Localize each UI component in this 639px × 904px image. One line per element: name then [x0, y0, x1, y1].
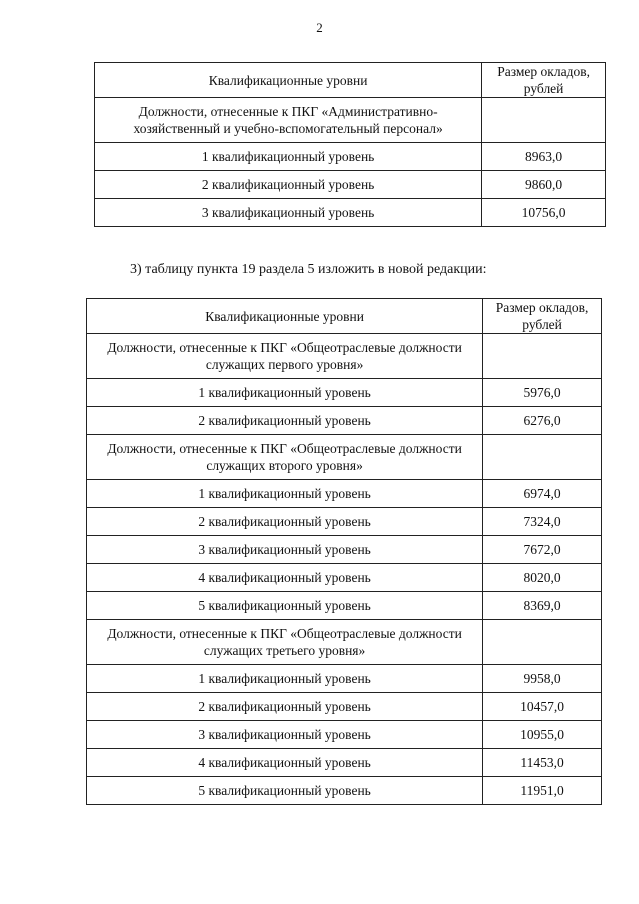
qualification-level: 1 квалификационный уровень — [87, 665, 483, 693]
amendment-paragraph: 3) таблицу пункта 19 раздела 5 изложить в новой редакции: — [130, 262, 487, 277]
header-qualification-levels: Квалификационные уровни — [87, 299, 483, 334]
table-row — [87, 407, 602, 435]
salary-amount: 8963,0 — [482, 143, 606, 171]
table-header-row — [87, 299, 602, 334]
table-header-row — [95, 63, 606, 98]
group-title: Должности, отнесенные к ПКГ «Общеотраслевые должности служащих второго уровня» — [87, 435, 483, 480]
salary-amount: 9860,0 — [482, 171, 606, 199]
qualification-level: 4 квалификационный уровень — [87, 564, 483, 592]
qualification-level: 3 квалификационный уровень — [95, 199, 482, 227]
group-salary-empty — [483, 334, 602, 379]
group-salary-empty — [483, 620, 602, 665]
header-salary-size: Размер окладов, рублей — [482, 63, 606, 98]
salary-amount: 11951,0 — [483, 777, 602, 805]
qualification-level: 1 квалификационный уровень — [95, 143, 482, 171]
salary-amount: 6276,0 — [483, 407, 602, 435]
page-number: 2 — [316, 20, 323, 35]
table-row — [87, 592, 602, 620]
table-row — [87, 777, 602, 805]
salary-amount: 7324,0 — [483, 508, 602, 536]
qualification-level: 5 квалификационный уровень — [87, 777, 483, 805]
table-row — [87, 379, 602, 407]
salary-amount: 10955,0 — [483, 721, 602, 749]
table-row — [87, 508, 602, 536]
table-body — [87, 334, 602, 805]
table-row — [95, 143, 606, 171]
salary-amount: 10457,0 — [483, 693, 602, 721]
qualification-level: 3 квалификационный уровень — [87, 721, 483, 749]
group-title: Должности, отнесенные к ПКГ «Административно-хозяйственный и учебно-вспомогательный персонал» — [95, 98, 482, 143]
qualification-level: 3 квалификационный уровень — [87, 536, 483, 564]
table-row — [87, 480, 602, 508]
table-row — [87, 749, 602, 777]
group-salary-empty — [482, 98, 606, 143]
table-body — [95, 98, 606, 227]
group-header-row — [87, 334, 602, 379]
table-row — [87, 721, 602, 749]
qualification-level: 5 квалификационный уровень — [87, 592, 483, 620]
group-header-row — [87, 620, 602, 665]
qualification-level: 4 квалификационный уровень — [87, 749, 483, 777]
table-row — [87, 665, 602, 693]
salary-amount: 5976,0 — [483, 379, 602, 407]
qualification-level: 2 квалификационный уровень — [87, 508, 483, 536]
qualification-level: 2 квалификационный уровень — [87, 693, 483, 721]
table-row — [87, 564, 602, 592]
qualification-level: 2 квалификационный уровень — [87, 407, 483, 435]
qualification-level: 1 квалификационный уровень — [87, 480, 483, 508]
salary-amount: 9958,0 — [483, 665, 602, 693]
group-salary-empty — [483, 435, 602, 480]
table-row — [87, 536, 602, 564]
group-title: Должности, отнесенные к ПКГ «Общеотраслевые должности служащих третьего уровня» — [87, 620, 483, 665]
table-row — [95, 171, 606, 199]
salary-amount: 11453,0 — [483, 749, 602, 777]
table-row — [95, 199, 606, 227]
salary-amount: 8020,0 — [483, 564, 602, 592]
salary-amount: 8369,0 — [483, 592, 602, 620]
qualification-level: 1 квалификационный уровень — [87, 379, 483, 407]
salary-amount: 10756,0 — [482, 199, 606, 227]
header-qualification-levels: Квалификационные уровни — [95, 63, 482, 98]
table-row — [87, 693, 602, 721]
group-header-row — [95, 98, 606, 143]
qualification-level: 2 квалификационный уровень — [95, 171, 482, 199]
group-header-row — [87, 435, 602, 480]
salary-amount: 6974,0 — [483, 480, 602, 508]
salary-amount: 7672,0 — [483, 536, 602, 564]
salary-table-support-staff — [94, 62, 606, 227]
salary-table-general-employees — [86, 298, 602, 805]
header-salary-size: Размер окладов, рублей — [483, 299, 602, 334]
group-title: Должности, отнесенные к ПКГ «Общеотраслевые должности служащих первого уровня» — [87, 334, 483, 379]
